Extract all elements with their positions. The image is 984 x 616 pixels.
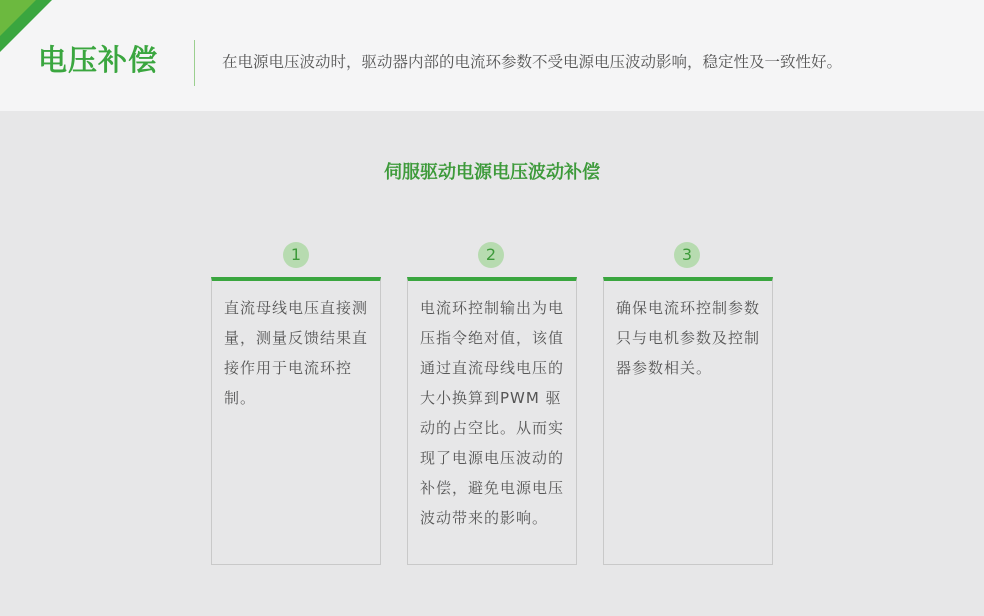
page-description: 在电源电压波动时，驱动器内部的电流环参数不受电源电压波动影响，稳定性及一致性好。 — [222, 53, 843, 71]
corner-decoration-inner — [0, 0, 36, 36]
step-2-text: 电流环控制输出为电压指令绝对值，该值通过直流母线电压的大小换算到PWM 驱动的占空比。从而实现了电源电压波动的补偿，避免电源电压波动带来的影响。 — [420, 299, 565, 527]
step-1-text: 直流母线电压直接测量，测量反馈结果直接作用于电流环控制。 — [224, 299, 369, 407]
step-3-badge: 3 — [674, 242, 700, 268]
section-title: 伺服驱动电源电压波动补偿 — [384, 162, 600, 183]
step-3-card — [603, 277, 773, 565]
step-2-badge: 2 — [478, 242, 504, 268]
page-title: 电压补偿 — [38, 43, 159, 77]
step-1-badge: 1 — [283, 242, 309, 268]
header-band — [0, 0, 984, 111]
step-1-card — [211, 277, 381, 565]
step-2-card — [407, 277, 577, 565]
title-divider — [194, 40, 195, 86]
step-3-text: 确保电流环控制参数只与电机参数及控制器参数相关。 — [616, 299, 761, 377]
